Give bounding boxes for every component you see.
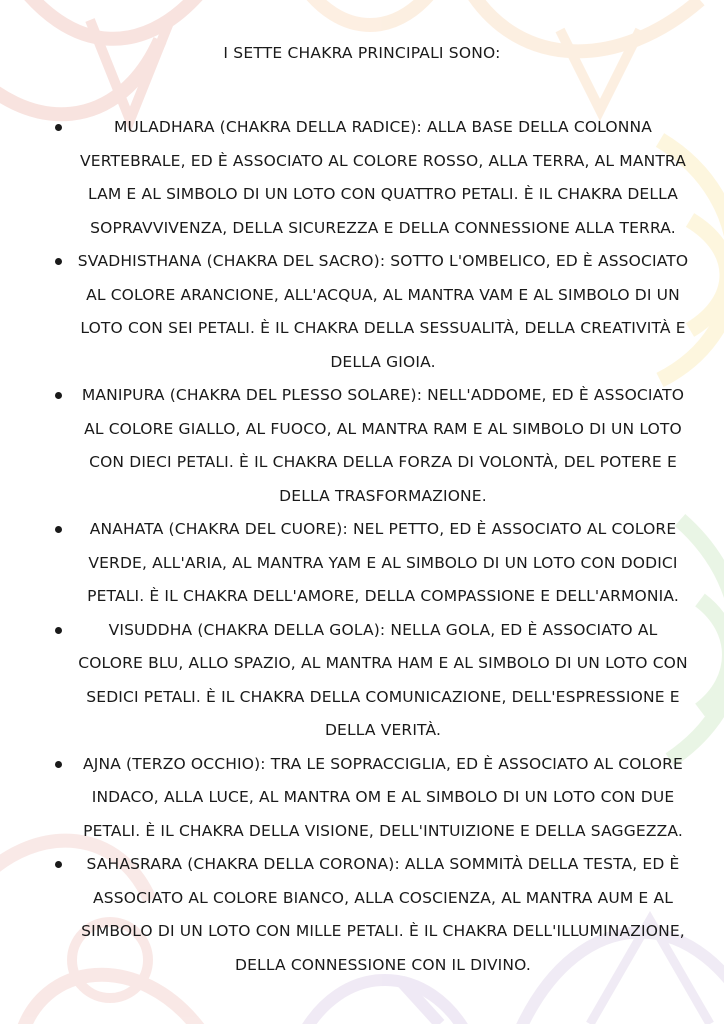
list-item — [40, 245, 690, 379]
chakra-list — [40, 111, 690, 982]
bullet-icon — [55, 526, 62, 533]
list-item-text: ANAHATA (CHAKRA DEL CUORE): NEL PETTO, ED È ASSOCIATO AL COLORE VERDE, ALL'ARIA, AL MANTRA YAM E AL SIMBOLO DI UN LOTO CON DODICI PETALI. È IL CHAKRA DELL'AMORE, DELLA COMPASSIONE E DELL'ARMONIA. — [87, 520, 679, 605]
list-item-text: VISUDDHA (CHAKRA DELLA GOLA): NELLA GOLA, ED È ASSOCIATO AL COLORE BLU, ALLO SPAZIO, AL MANTRA HAM E AL SIMBOLO DI UN LOTO CON SEDICI PETALI. È IL CHAKRA DELLA COMUNICAZIONE, DELL'ESPRESSIONE E DELLA VERITÀ. — [78, 620, 688, 739]
bullet-icon — [55, 258, 62, 265]
list-item — [40, 848, 690, 982]
list-item — [40, 379, 690, 513]
list-item — [40, 111, 690, 245]
list-item-text: AJNA (TERZO OCCHIO): TRA LE SOPRACCIGLIA, ED È ASSOCIATO AL COLORE INDACO, ALLA LUCE, AL MANTRA OM E AL SIMBOLO DI UN LOTO CON DUE PETALI. È IL CHAKRA DELLA VISIONE, DELL'INTUIZIONE E DELLA SAGGEZZA. — [82, 754, 684, 840]
document-title: I SETTE CHAKRA PRINCIPALI SONO: — [223, 44, 501, 62]
list-item — [40, 748, 690, 849]
bullet-icon — [55, 124, 62, 131]
list-item-text: MANIPURA (CHAKRA DEL PLESSO SOLARE): NELL'ADDOME, ED È ASSOCIATO AL COLORE GIALLO, AL FUOCO, AL MANTRA RAM E AL SIMBOLO DI UN LOTO CON DIECI PETALI. È IL CHAKRA DELLA FORZA DI VOLONTÀ, DEL POTERE E DELLA TRASFORMAZIONE. — [81, 386, 685, 505]
list-item — [40, 614, 690, 748]
bullet-icon — [55, 392, 62, 399]
list-item — [40, 513, 690, 614]
bullet-icon — [55, 861, 62, 868]
bullet-icon — [55, 761, 62, 768]
list-item-text: SAHASRARA (CHAKRA DELLA CORONA): ALLA SOMMITÀ DELLA TESTA, ED È ASSOCIATO AL COLORE BIANCO, ALLA COSCIENZA, AL MANTRA AUM E AL SIMBOLO DI UN LOTO CON MILLE PETALI. È IL CHAKRA DELL'ILLUMINAZIONE, DELLA CONNESSIONE CON IL DIVINO. — [81, 855, 685, 974]
bullet-icon — [55, 627, 62, 634]
list-item-text: SVADHISTHANA (CHAKRA DEL SACRO): SOTTO L'OMBELICO, ED È ASSOCIATO AL COLORE ARANCIONE, ALL'ACQUA, AL MANTRA VAM E AL SIMBOLO DI UN LOTO CON SEI PETALI. È IL CHAKRA DELLA SESSUALITÀ, DELLA CREATIVITÀ E DELLA GIOIA. — [77, 252, 689, 371]
list-item-text: MULADHARA (CHAKRA DELLA RADICE): ALLA BASE DELLA COLONNA VERTEBRALE, ED È ASSOCIATO AL COLORE ROSSO, ALLA TERRA, AL MANTRA LAM E AL SIMBOLO DI UN LOTO CON QUATTRO PETALI. È IL CHAKRA DELLA SOPRAVVIVENZA, DELLA SICUREZZA E DELLA CONNESSIONE ALLA TERRA. — [80, 118, 686, 237]
